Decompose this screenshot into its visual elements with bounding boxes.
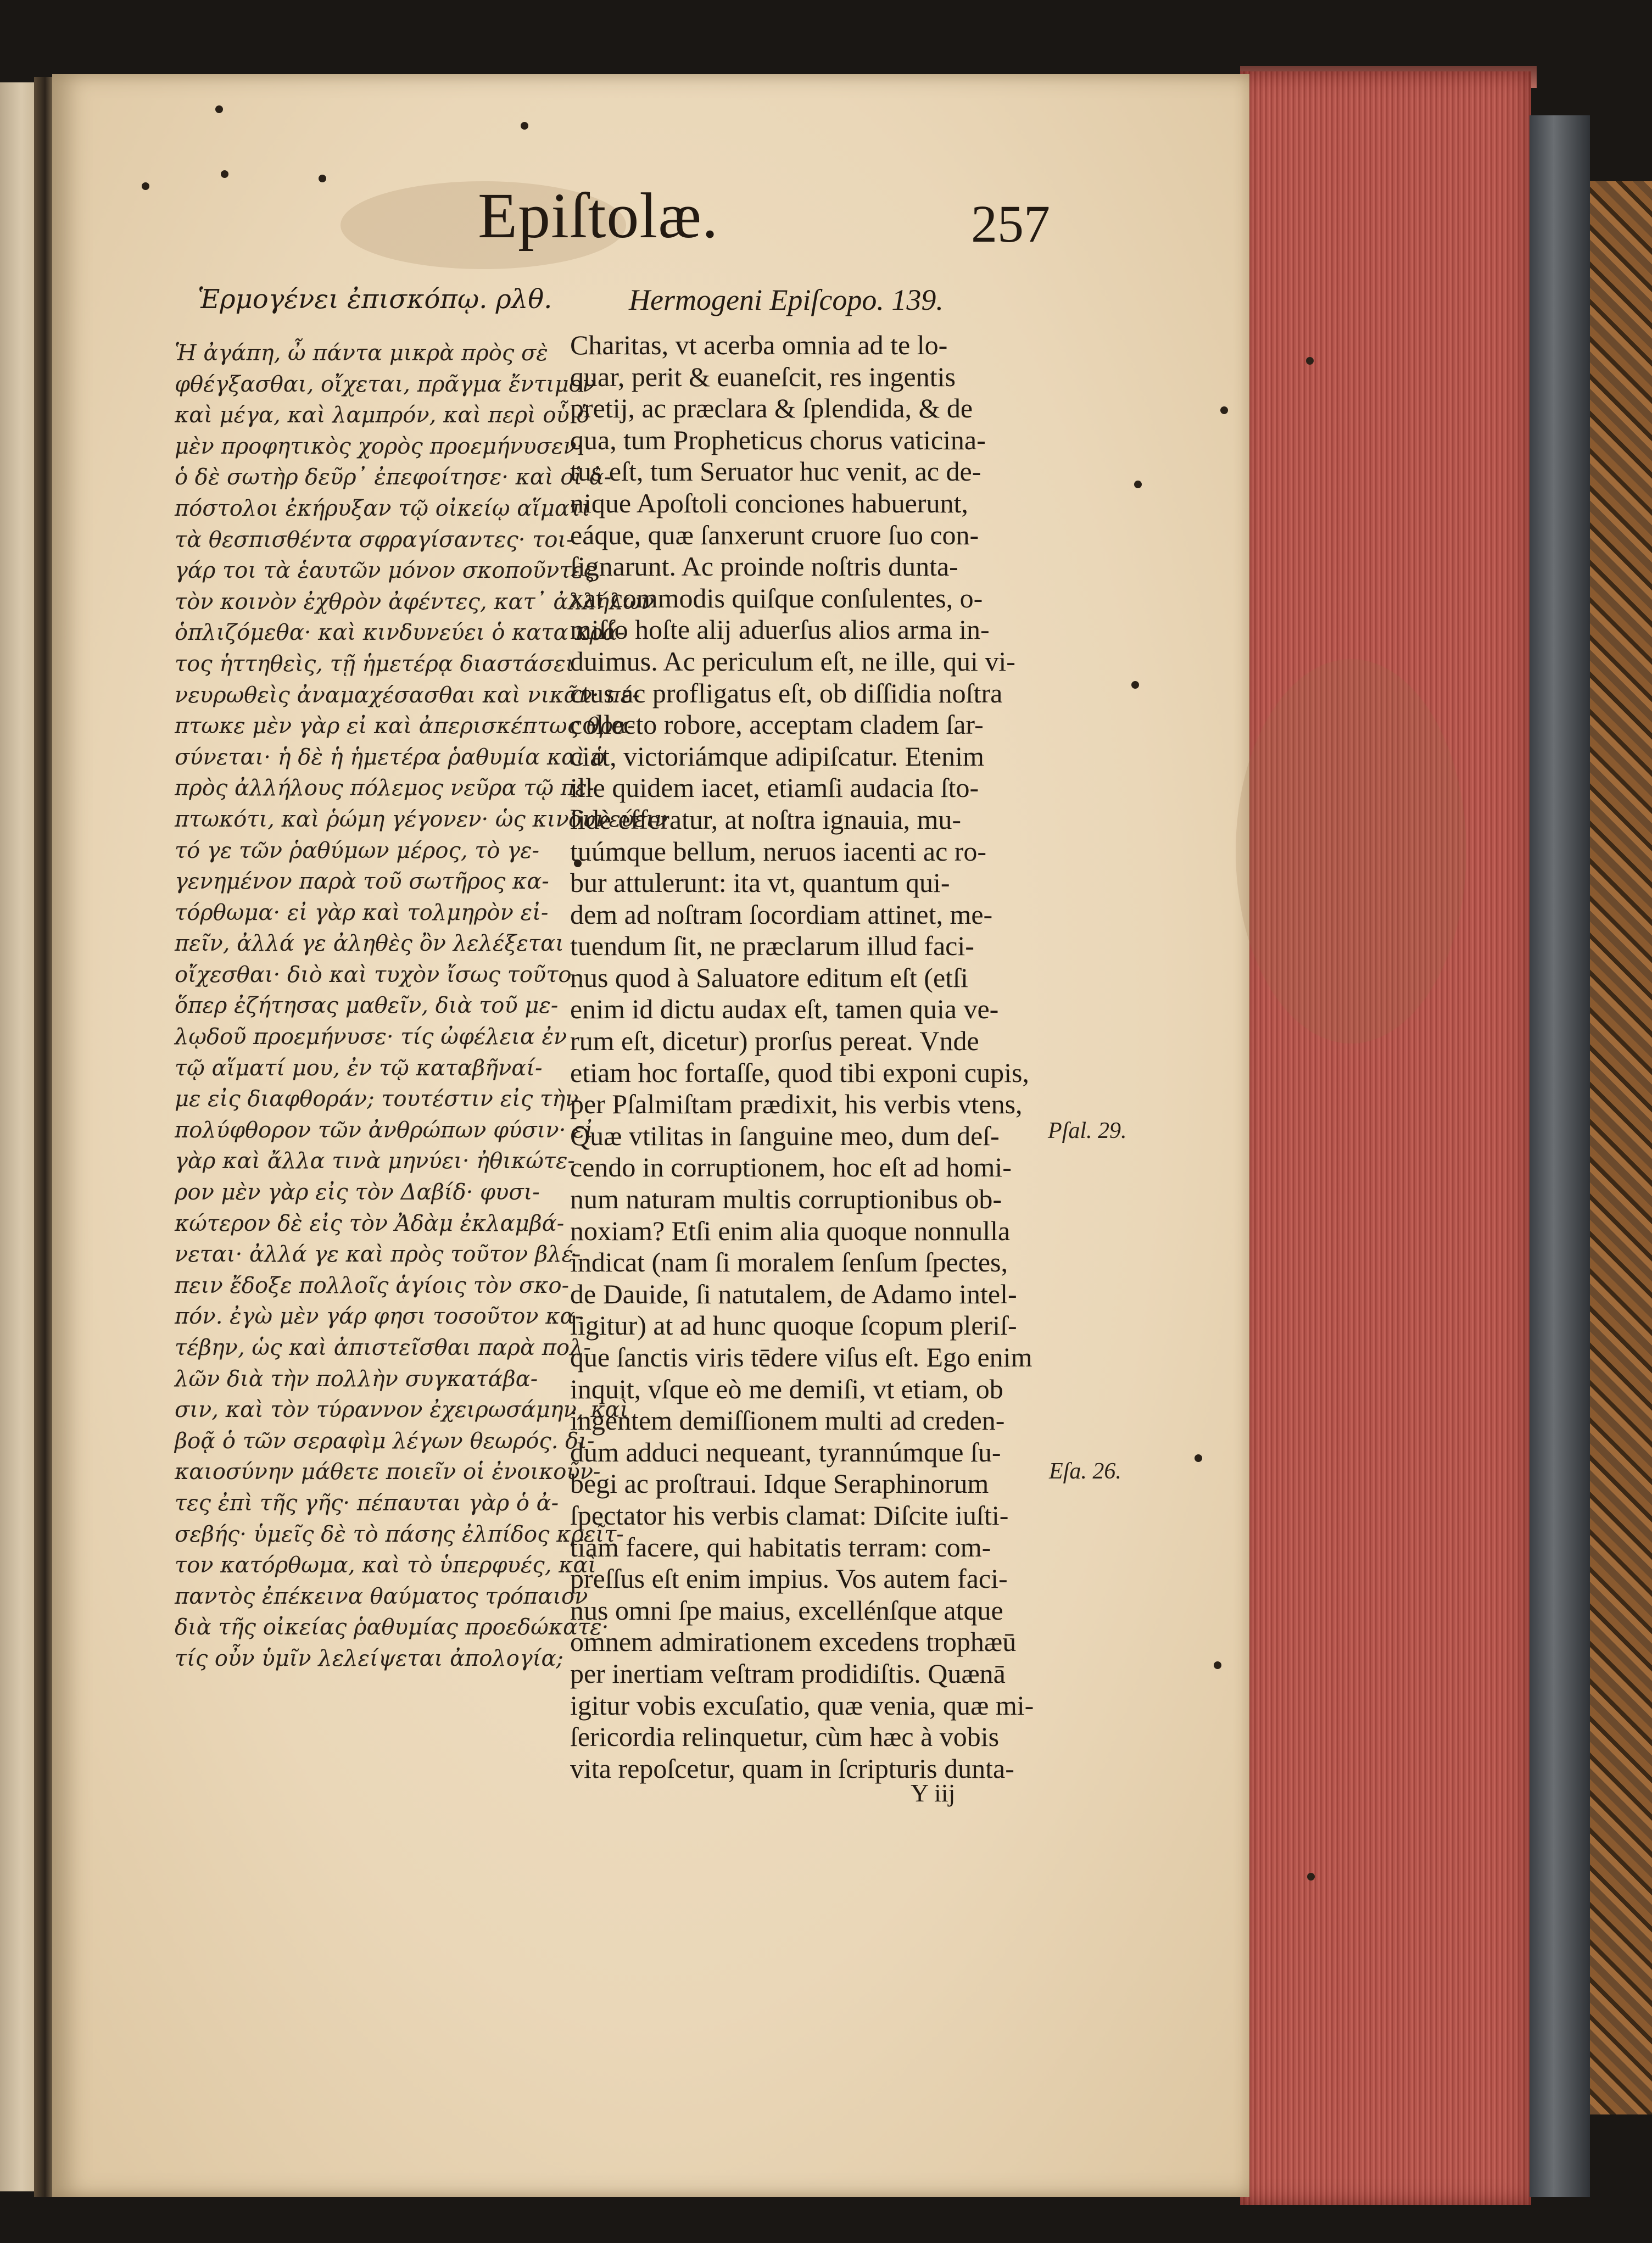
latin-line: ciat, victoriámque adipiſcatur. Etenim [570, 740, 984, 772]
wormhole-dot [215, 105, 223, 113]
greek-line: σύνεται· ἡ δὲ ἡ ἡμετέρα ῥαθυμία καὶ ὁ [175, 744, 605, 770]
latin-line: rum eſt, dicetur) prorſus pereat. Vnde [570, 1025, 979, 1057]
greek-line: φθέγξασθαι, οἴχεται, πρᾶγμα ἔντιμον [175, 371, 596, 397]
wormhole-dot [1195, 1454, 1202, 1462]
latin-line: nus quod à Saluatore editum eſt (etſi [570, 962, 968, 993]
greek-line: λῶν διὰ τὴν πολλὴν συγκατάβα- [175, 1366, 538, 1392]
greek-line: Ἡ ἀγάπη, ὦ πάντα μικρὰ πρὸς σὲ [175, 341, 548, 366]
greek-line: τες ἐπὶ τῆς γῆς· πέπαυται γὰρ ὁ ἀ- [175, 1490, 559, 1516]
greek-line: ὁ δὲ σωτὴρ δεῦρ᾽ ἐπεφοίτησε· καὶ οἱ ἀ- [175, 465, 612, 490]
latin-line: tiam facere, qui habitatis terram: com- [570, 1531, 991, 1563]
signature-mark: Y iij [911, 1779, 956, 1807]
greek-line: ὅπερ ἐζήτησας μαθεῖν, διὰ τοῦ με- [175, 993, 559, 1019]
wormhole-dot [319, 175, 326, 182]
latin-line: indicat (nam ſi moralem ſenſum ſpectes, [570, 1247, 1008, 1278]
latin-line: noxiam? Etſi enim alia quoque nonnulla [570, 1215, 1011, 1246]
latin-letter-heading: Hermogeni Epiſcopo. 139. [629, 283, 944, 316]
latin-line: omnem admirationem excedens trophæū [570, 1626, 1017, 1658]
wormhole-dot [1134, 481, 1142, 488]
latin-line: ctus ac profligatus eſt, ob diſſidia noſtra [570, 677, 1003, 708]
latin-line: begi ac proſtraui. Idque Seraphinorum [570, 1468, 989, 1499]
greek-line: πρὸς ἀλλήλους πόλεμος νεῦρα τῷ πε- [175, 775, 595, 801]
greek-line: βοᾷ ὁ τῶν σεραφὶμ λέγων θεωρός. δι- [175, 1428, 595, 1454]
latin-line: Charitas, vt acerba omnia ad te lo- [570, 330, 948, 360]
latin-line: vita repoſcetur, quam in ſcripturis dunta- [570, 1753, 1014, 1784]
greek-line: τος ἡττηθεὶς, τῇ ἡμετέρᾳ διαστάσει [175, 651, 574, 677]
latin-line: miſſo hoſte alij aduerſus alios arma in- [570, 614, 990, 645]
latin-line: de Dauide, ſi natutalem, de Adamo intel- [570, 1278, 1017, 1309]
greek-line: τὸν κοινὸν ἐχθρὸν ἀφέντες, κατ᾽ ἀλλήλων [175, 589, 655, 615]
greek-line: διὰ τῆς οἰκείας ῥαθυμίας προεδώκατε· [175, 1615, 609, 1641]
latin-line: dem ad noſtram ſocordiam attinet, me- [570, 899, 993, 930]
greek-line: πόστολοι ἐκήρυξαν τῷ οἰκείῳ αἵματι [175, 495, 590, 521]
latin-line: pretij, ac præclara & ſplendida, & de [570, 393, 973, 424]
wormhole-dot [1220, 406, 1228, 414]
marbled-endpaper [1590, 181, 1652, 2114]
latin-line: quar, perit & euaneſcit, res ingentis [570, 361, 956, 392]
wormhole-dot [142, 182, 149, 190]
latin-line: ille quidem iacet, etiamſi audacia ſto- [570, 772, 979, 804]
greek-line: νευρωθεὶς ἀναμαχέσασθαι καὶ νικᾶν· πέ- [175, 682, 640, 708]
greek-line: με εἰς διαφθοράν; τουτέστιν εἰς τὴν [175, 1086, 579, 1112]
greek-line: σιν, καὶ τὸν τύραννον ἐχειρωσάμην, καὶ [175, 1397, 629, 1423]
latin-line: xat commodis quiſque conſulentes, o- [570, 582, 983, 613]
latin-line: qua, tum Propheticus chorus vaticina- [570, 424, 986, 455]
greek-line: καιοσύνην μάθετε ποιεῖν οἱ ἐνοικοῦν- [175, 1459, 601, 1485]
wormhole-dot [1306, 357, 1314, 365]
wormhole-dot [221, 170, 228, 178]
latin-line: tus eſt, tum Seruator huc venit, ac de- [570, 456, 981, 487]
greek-line: λῳδοῦ προεμήνυσε· τίς ὠφέλεια ἐν [175, 1024, 567, 1050]
wormhole-dot [521, 122, 528, 130]
greek-line: πειν ἔδοξε πολλοῖς ἁγίοις τὸν σκο- [175, 1273, 570, 1298]
greek-line: γάρ τοι τὰ ἑαυτῶν μόνον σκοποῦντες [175, 558, 596, 584]
latin-line: Quæ vtilitas in ſanguine meo, dum deſ- [570, 1120, 1000, 1151]
latin-line: collecto robore, acceptam cladem ſar- [570, 709, 984, 740]
greek-line: πολύφθορον τῶν ἀνθρώπων φύσιν· εἰ [175, 1117, 594, 1143]
latin-line: ligitur) at ad hunc quoque ſcopum pleriſ- [570, 1310, 1017, 1341]
latin-line: tuúmque bellum, neruos iacenti ac ro- [570, 835, 987, 867]
greek-line: κώτερον δὲ εἰς τὸν Ἀδὰμ ἐκλαμβά- [175, 1210, 565, 1236]
latin-line: eáque, quæ ſanxerunt cruore ſuo con- [570, 519, 979, 550]
paper-stain [1236, 659, 1466, 1044]
red-fore-edge [1240, 71, 1531, 2205]
margin-note-isaiah: Eſa. 26. [1049, 1459, 1121, 1484]
greek-line: τῷ αἵματί μου, ἐν τῷ καταβῆναί- [175, 1055, 543, 1081]
greek-line: τον κατόρθωμα, καὶ τὸ ὑπερφυές, καὶ [175, 1553, 597, 1578]
greek-line: καὶ μέγα, καὶ λαμπρόν, καὶ περὶ οὗ ὁ [175, 403, 590, 428]
latin-line: nique Apoſtoli conciones habuerunt, [570, 487, 968, 518]
latin-line: ingentem demiſſionem multi ad creden- [570, 1405, 1005, 1436]
latin-line: preſſus eſt enim impius. Vos autem faci- [570, 1563, 1008, 1594]
latin-line: igitur vobis excuſatio, quæ venia, quæ mi- [570, 1689, 1034, 1721]
greek-line: πεῖν, ἀλλά γε ἀληθὲς ὂν λελέξεται [175, 931, 564, 957]
greek-letter-heading: Ἑρμογένει ἐπισκόπῳ. ρλθ. [198, 284, 552, 315]
latin-line: tuendum ſit, ne præclarum illud faci- [570, 930, 974, 962]
latin-line: inquit, vſque eò me demiſi, vt etiam, ob [570, 1373, 1003, 1404]
latin-line: dum adduci nequeant, tyrannúmque ſu- [570, 1436, 1001, 1468]
greek-line: γενημένον παρὰ τοῦ σωτῆρος κα- [175, 869, 549, 895]
running-title: Epiſtolæ. [478, 180, 719, 252]
latin-line: ſpectator his verbis clamat: Diſcite iuſti- [570, 1499, 1009, 1531]
latin-line: ſericordia relinquetur, cùm hæc à vobis [570, 1721, 1000, 1753]
latin-line: etiam hoc fortaſſe, quod tibi exponi cupis, [570, 1057, 1029, 1088]
greek-line: ρον μὲν γὰρ εἰς τὸν Δαβίδ· φυσι- [175, 1180, 540, 1206]
greek-line: νεται· ἀλλά γε καὶ πρὸς τοῦτον βλέ- [175, 1242, 581, 1268]
greek-line: τόρθωμα· εἰ γὰρ καὶ τολμηρὸν εἰ- [175, 900, 549, 925]
greek-line: γὰρ καὶ ἄλλα τινὰ μηνύει· ἠθικώτε- [175, 1148, 575, 1174]
greek-line: τό γε τῶν ῥαθύμων μέρος, τὸ γε- [175, 838, 540, 863]
latin-line: ſignarunt. Ac proinde noſtris dunta- [570, 551, 958, 582]
greek-line: μὲν προφητικὸς χορὸς προεμήνυσεν· [175, 433, 584, 459]
greek-line: πτωκε μὲν γὰρ εἰ καὶ ἀπερισκέπτως θρα- [175, 713, 635, 739]
page-number: 257 [971, 194, 1050, 253]
latin-line: per inertiam veſtram prodidiſtis. Quænā [570, 1658, 1006, 1689]
greek-text-column [175, 338, 668, 1675]
latin-line: per Pſalmiſtam prædixit, his verbis vtens, [570, 1089, 1023, 1120]
margin-note-psalm: Pſal. 29. [1048, 1118, 1127, 1143]
latin-line: duimus. Ac periculum eſt, ne ille, qui vi- [570, 645, 1015, 677]
greek-line: τίς οὖν ὑμῖν λελείψεται ἀπολογία; [175, 1645, 563, 1671]
facing-page-edge [0, 82, 38, 2191]
greek-line: τέβην, ὡς καὶ ἀπιστεῖσθαι παρὰ πολ- [175, 1335, 591, 1360]
cover-board [1530, 115, 1590, 2197]
greek-line: τὰ θεσπισθέντα σφραγίσαντες· τοι- [175, 527, 574, 553]
greek-line: οἴχεσθαι· διὸ καὶ τυχὸν ἴσως τοῦτο [175, 962, 572, 987]
latin-line: cendo in corruptionem, hoc eſt ad homi- [570, 1152, 1012, 1183]
latin-line: bur attulerunt: ita vt, quantum qui- [570, 867, 950, 899]
greek-line: σεβής· ὑμεῖς δὲ τὸ πάσης ἐλπίδος κρεῖτ- [175, 1521, 624, 1547]
latin-line: num naturam multis corruptionibus ob- [570, 1184, 1002, 1215]
latin-line: nus omni ſpe maius, excellénſque atque [570, 1594, 1003, 1626]
wormhole-dot [1214, 1661, 1221, 1669]
wormhole-dot [1307, 1873, 1315, 1881]
greek-line: πτωκότι, καὶ ῥώμη γέγονεν· ὡς κινδυνεύειν [175, 806, 668, 832]
latin-line: lidè efferatur, at noſtra ignauia, mu- [570, 804, 962, 835]
wormhole-dot [1131, 681, 1139, 689]
greek-line: ὁπλιζόμεθα· καὶ κινδυνεύει ὁ κατα κρά- [175, 620, 625, 646]
greek-line: πόν. ἐγὼ μὲν γάρ φησι τοσοῦτον κα- [175, 1304, 583, 1330]
latin-text-column [570, 330, 1053, 1784]
latin-line: que ſanctis viris tēdere viſus eſt. Ego enim [570, 1342, 1032, 1372]
greek-line: παντὸς ἐπέκεινα θαύματος τρόπαιον [175, 1583, 588, 1609]
latin-line: enim id dictu audax eſt, tamen quia ve- [570, 994, 999, 1025]
